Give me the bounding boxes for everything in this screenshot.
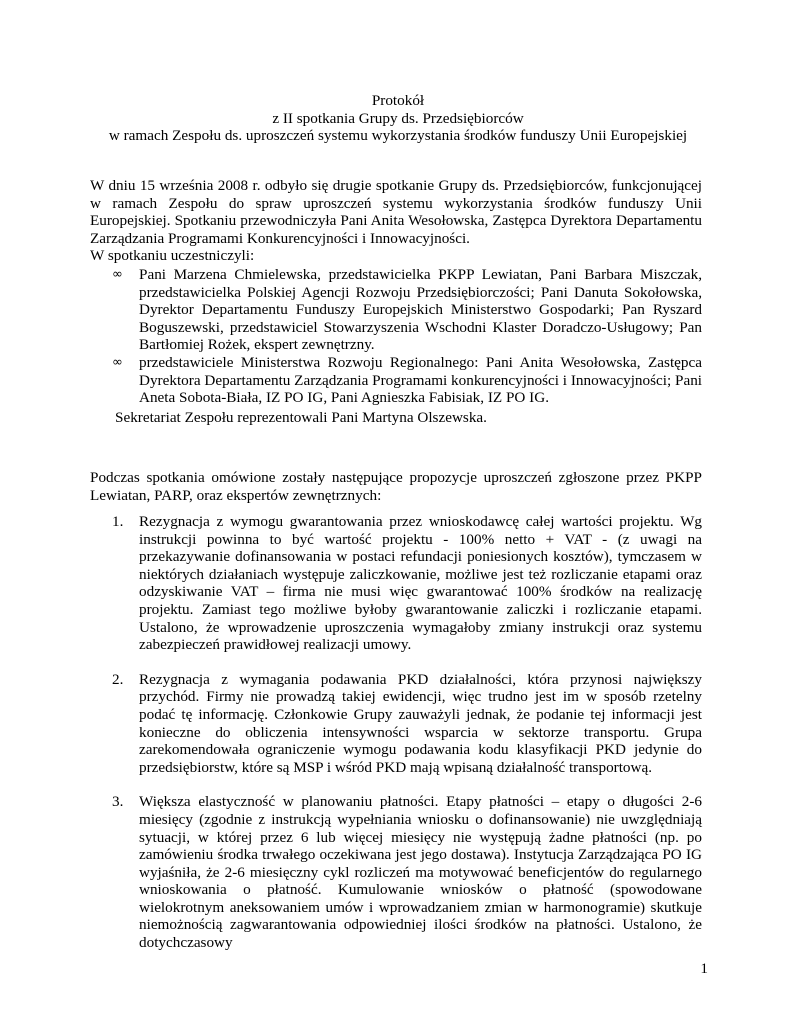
intro-section bbox=[90, 177, 702, 265]
title-line-2: z II spotkania Grupy ds. Przedsiębiorców bbox=[272, 109, 524, 127]
participants-list bbox=[90, 266, 702, 407]
proposals-list bbox=[90, 513, 702, 969]
page-number: 1 bbox=[700, 960, 708, 977]
document-title bbox=[90, 92, 706, 145]
participant-text: przedstawiciele Ministerstwa Rozwoju Regionalnego: Pani Anita Wesołowska, Zastępca Dyrektora Departamentu Zarządzania Programami konkurencyjności i Innowacyjności; Pani Aneta Sobota-Biała, IZ PO IG, Pani Agnieszka Fabisiak, IZ PO IG. bbox=[139, 353, 703, 407]
intro-paragraph: W dniu 15 września 2008 r. odbyło się drugie spotkanie Grupy ds. Przedsiębiorców, funkcjonującej w ramach Zespołu do spraw uproszczeń systemu wykorzystania środków funduszy Unii Europejskiej. Spotkaniu przewodniczyła Pani Anita Wesołowska, Zastępca Dyrektora Departamentu Zarządzania Programami Konkurencyjności i Innowacyjności. bbox=[90, 177, 702, 247]
proposals-intro: Podczas spotkania omówione zostały następujące propozycje uproszczeń zgłoszone przez PKPP Lewiatan, PARP, oraz ekspertów zewnętrznych: bbox=[90, 469, 702, 504]
proposal-text: Rezygnacja z wymagania podawania PKD działalności, która przynosi największy przychód. Firmy nie prowadzą takiej ewidencji, więc trudno jest im w sposób rzetelny podać tę informację. Członkowie Grupy zauważyli jednak, że podanie tej informacji jest konieczne do obliczenia intensywności wsparcia w sektorze transportu. Grupa zarekomendowała ograniczenie wymogu podawania kodu klasyfikacji PKD jedynie do przedsiębiorstw, które są MSP i wśród PKD mają wpisaną działalność transportową. bbox=[139, 670, 702, 776]
secretariat-line: Sekretariat Zespołu reprezentowali Pani Martyna Olszewska. bbox=[115, 409, 487, 426]
title-line-3: w ramach Zespołu ds. uproszczeń systemu wykorzystania środków funduszy Unii Europejskiej bbox=[108, 127, 688, 145]
participant-text: Pani Marzena Chmielewska, przedstawicielka PKPP Lewiatan, Pani Barbara Miszczak, przedstawicielka Polskiej Agencji Rozwoju Przedsiębiorczości; Pani Danuta Sokołowska, Dyrektor Departamentu Funduszy Europejskich Ministerstwo Gospodarki; Pan Ryszard Boguszewski, przedstawiciel Stowarzyszenia Wschodni Klaster Doradczo-Usługowy; Pan Bartłomiej Rożek, ekspert zewnętrzny. bbox=[139, 266, 702, 354]
list-item bbox=[90, 354, 702, 407]
title-line-1: Protokół bbox=[371, 92, 425, 109]
list-item bbox=[90, 793, 702, 951]
participants-label: W spotkaniu uczestniczyli: bbox=[90, 247, 255, 265]
list-item bbox=[90, 671, 702, 777]
proposal-text: Rezygnacja z wymogu gwarantowania przez wnioskodawcę całej wartości projektu. Wg instrukcji powinna to być wartość projektu - 100% netto + VAT - (z uwagi na przekazywanie dofinansowania w postaci refundacji poniesionych kosztów), tymczasem w niektórych działaniach występuje zaliczkowanie, możliwe jest też rozliczanie etapami oraz odzyskiwanie VAT – firma nie musi więc gwarantować 100% środków na realizację projektu. Zamiast tego możliwe byłoby gwarantowanie zaliczki i rozliczanie etapami. Ustalono, że wprowadzenie uproszczenia wymagałoby zmiany instrukcji oraz systemu zabezpieczeń prawidłowej realizacji umowy. bbox=[139, 513, 702, 654]
list-item bbox=[90, 513, 702, 654]
proposal-number: 3. bbox=[112, 793, 124, 811]
infinity-bullet-icon: ∞ bbox=[112, 354, 123, 370]
proposal-text: Większa elastyczność w planowaniu płatności. Etapy płatności – etapy o długości 2-6 miesięcy (zgodnie z instrukcją wypełniania wniosku o dofinansowanie) nie uwzględniają sytuacji, w której przez 6 lub więcej miesięcy nie występują żadne płatności (np. po zamówieniu środka trwałego oczekiwana jest jego dostawa). Instytucja Zarządzająca PO IG wyjaśniła, że 2-6 miesięczny cykl rozliczeń ma motywować beneficjentów do regularnego wnioskowania o płatność. Kumulowanie wniosków o płatność (spowodowane wielokrotnym aneksowaniem umów i wprowadzaniem zmian w harmonogramie) skutkuje niemożnością zagwarantowania odpowiedniej ilości środków na płatności. Ustalono, że dotychczasowy bbox=[139, 793, 702, 952]
list-item bbox=[90, 266, 702, 354]
infinity-bullet-icon: ∞ bbox=[112, 267, 123, 282]
proposal-number: 2. bbox=[112, 670, 124, 688]
proposal-number: 1. bbox=[112, 513, 124, 530]
